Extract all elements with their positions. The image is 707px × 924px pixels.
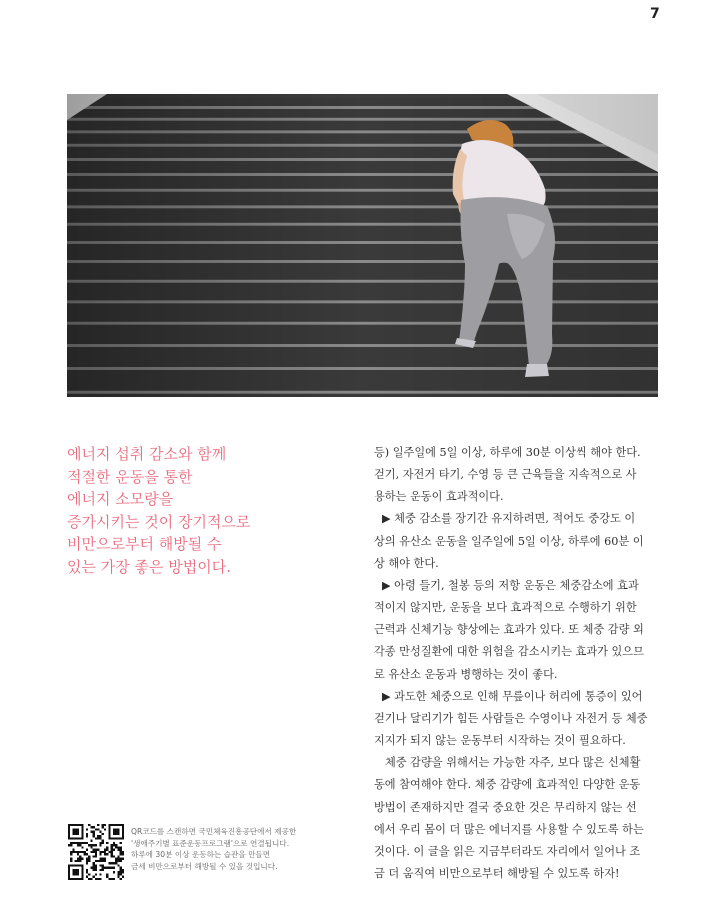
body-line: 걷기, 자전거 타기, 수영 등 큰 근육들을 지속적으로 사 xyxy=(374,468,637,482)
pullquote-line: 에너지 소모량을 xyxy=(67,490,174,509)
pullquote-line: 증가시키는 것이 장기적으로 xyxy=(67,512,251,531)
qr-caption-line: '생애주기별 표준운동프로그램'으로 연결됩니다. xyxy=(131,838,290,848)
body-line: 에서 우리 몸이 더 많은 에너지를 사용할 수 있도록 하는 xyxy=(374,822,644,836)
body-line: ▶ 과도한 체중으로 인해 무릎이나 허리에 통증이 있어 xyxy=(382,689,643,703)
pullquote-line: 있는 가장 좋은 방법이다. xyxy=(67,557,231,576)
body-line: 상 해야 한다. xyxy=(374,556,439,570)
qr-caption xyxy=(131,826,331,872)
body-line: 걷기나 달리기가 힘든 사람들은 수영이나 자전거 등 체중 xyxy=(374,711,648,725)
body-line: 방법이 존재하지만 결국 중요한 것은 무리하지 않는 선 xyxy=(374,800,637,814)
page-number: 7 xyxy=(650,6,660,22)
pullquote-line: 비만으로부터 해방될 수 xyxy=(67,535,222,554)
qr-caption-line: 하루에 30분 이상 운동하는 습관을 만들면 xyxy=(131,850,271,859)
body-line: 체중 감량을 위해서는 가능한 자주, 보다 많은 신체활 xyxy=(385,756,641,770)
qr-caption-line: 금세 비만으로부터 해방될 수 있을 것입니다. xyxy=(131,861,278,871)
body-line: 적이지 않지만, 운동을 보다 효과적으로 수행하기 위한 xyxy=(374,601,637,615)
body-line: 상의 유산소 운동을 일주일에 5일 이상, 하루에 60분 이 xyxy=(374,534,644,548)
body-line: 금 더 움직여 비만으로부터 해방될 수 있도록 하자! xyxy=(374,866,620,880)
body-line: 지지가 되지 않는 운동부터 시작하는 것이 필요하다. xyxy=(374,734,626,748)
pullquote xyxy=(67,443,307,579)
body-line: 동에 참여해야 한다. 체중 감량에 효과적인 다양한 운동 xyxy=(374,778,641,792)
body-line: 용하는 운동이 효과적이다. xyxy=(374,490,504,504)
qr-caption-line: QR코드를 스캔하면 국민체육진흥공단에서 제공한 xyxy=(131,827,297,836)
pullquote-line: 적절한 운동을 통한 xyxy=(67,467,193,486)
pullquote-line: 에너지 섭취 감소와 함께 xyxy=(67,445,227,463)
woman-climbing-stairs-photo xyxy=(67,94,658,397)
body-line: ▶ 아령 들기, 철봉 등의 저항 운동은 체중감소에 효과 xyxy=(382,578,639,592)
body-line: 것이다. 이 글을 읽은 지금부터라도 자리에서 일어나 조 xyxy=(374,844,641,858)
body-line: 근력과 신체기능 향상에는 효과가 있다. 또 체중 감량 외 xyxy=(374,623,644,637)
body-line: 각종 만성질환에 대한 위험을 감소시키는 효과가 있으므 xyxy=(374,645,644,659)
qr-code-icon[interactable] xyxy=(68,824,124,880)
body-text xyxy=(374,442,661,885)
body-line: 등) 일주일에 5일 이상, 하루에 30분 이상씩 해야 한다. xyxy=(374,446,641,459)
body-line: ▶ 체중 감소를 장기간 유지하려면, 적어도 중강도 이 xyxy=(382,512,636,526)
body-line: 로 유산소 운동과 병행하는 것이 좋다. xyxy=(374,667,558,681)
